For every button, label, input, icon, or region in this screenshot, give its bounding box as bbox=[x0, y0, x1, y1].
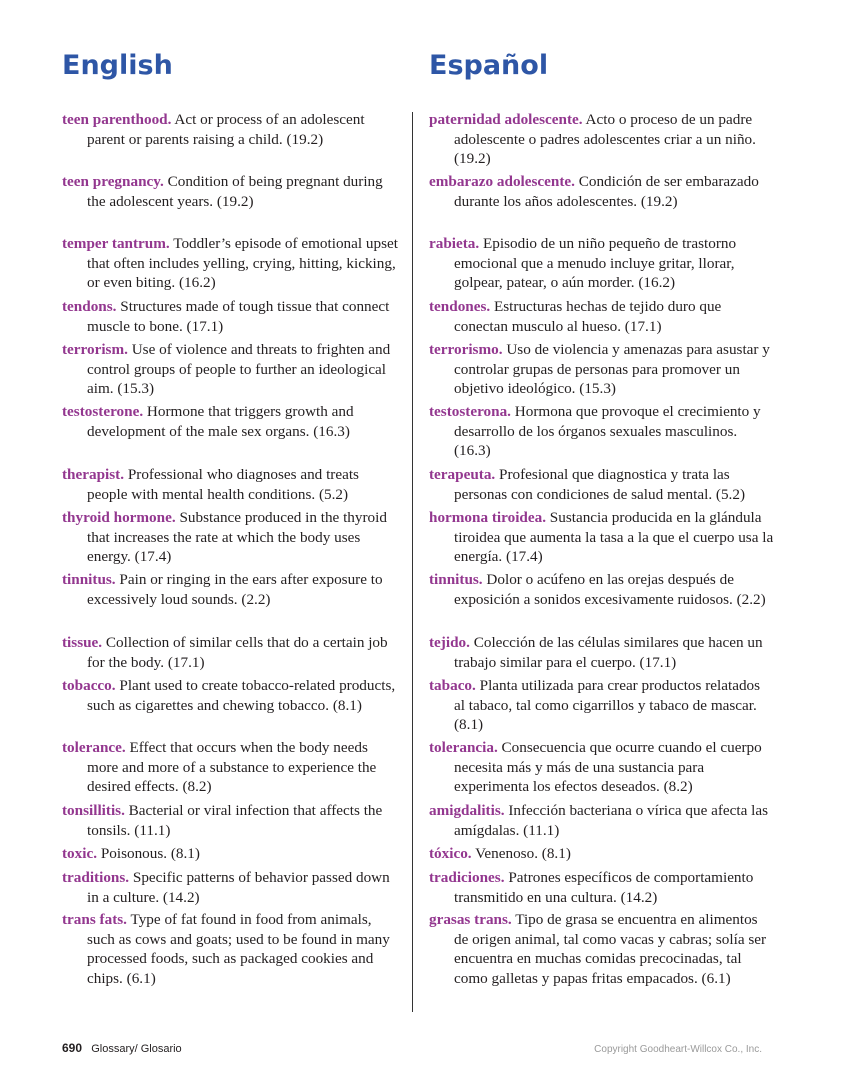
english-entry bbox=[62, 402, 402, 441]
english-entry bbox=[62, 340, 402, 399]
glossary-term: thyroid hormone. bbox=[62, 509, 176, 526]
spanish-entry bbox=[429, 465, 774, 504]
english-entry bbox=[62, 297, 402, 336]
glossary-definition: Tipo de grasa se encuentra en alimentos de origen animal, tal como vacas y cabras; solía ser encuentra en muchas comidas precocinadas, tal como galletas y papas fritas empacados. (6.1) bbox=[454, 911, 767, 987]
glossary-definition: Venenoso. (8.1) bbox=[475, 845, 571, 862]
spanish-entry bbox=[429, 868, 774, 907]
english-entry bbox=[62, 172, 402, 211]
glossary-definition: Plant used to create tobacco-related products, such as cigarettes and chewing tobacco. (8.1) bbox=[87, 677, 396, 714]
glossary-definition: Collection of similar cells that do a certain job for the body. (17.1) bbox=[87, 634, 388, 671]
english-entry bbox=[62, 110, 402, 149]
glossary-definition: Type of fat found in food from animals, such as cows and goats; used to be found in many processed foods, such as packaged cookies and chips. (6.1) bbox=[87, 911, 390, 987]
spanish-heading: Español bbox=[429, 50, 549, 81]
glossary-term: traditions. bbox=[62, 869, 130, 886]
spanish-entry bbox=[429, 676, 774, 735]
glossary-definition: Condición de ser embarazado durante los años adolescentes. (19.2) bbox=[454, 173, 759, 210]
glossary-term: terapeuta. bbox=[429, 466, 496, 483]
glossary-term: teen pregnancy. bbox=[62, 173, 164, 190]
english-entry bbox=[62, 676, 402, 715]
glossary-term: tradiciones. bbox=[429, 869, 505, 886]
glossary-term: tonsillitis. bbox=[62, 802, 125, 819]
glossary-term: rabieta. bbox=[429, 235, 480, 252]
glossary-term: terrorism. bbox=[62, 341, 128, 358]
glossary-term: testosterone. bbox=[62, 403, 144, 420]
spanish-entry bbox=[429, 633, 774, 672]
english-entry bbox=[62, 738, 402, 797]
glossary-definition: Hormona que provoque el crecimiento y desarrollo de los órganos sexuales masculinos. (16.3) bbox=[454, 403, 761, 459]
spanish-entry bbox=[429, 172, 774, 211]
glossary-term: therapist. bbox=[62, 466, 125, 483]
glossary-definition: Poisonous. (8.1) bbox=[100, 845, 200, 862]
glossary-definition: Professional who diagnoses and treats people with mental health conditions. (5.2) bbox=[87, 466, 359, 503]
spanish-entry bbox=[429, 110, 774, 169]
glossary-term: testosterona. bbox=[429, 403, 511, 420]
glossary-term: tóxico. bbox=[429, 845, 472, 862]
glossary-definition: Hormone that triggers growth and development of the male sex organs. (16.3) bbox=[87, 403, 354, 440]
glossary-definition: Uso de violencia y amenazas para asustar y controlar grupas de personas para promover un objetivo ideológico. (15.3) bbox=[454, 341, 770, 397]
english-entry bbox=[62, 844, 402, 864]
glossary-definition: Profesional que diagnostica y trata las personas con condiciones de salud mental. (5.2) bbox=[454, 466, 746, 503]
glossary-definition: Condition of being pregnant during the adolescent years. (19.2) bbox=[87, 173, 383, 210]
glossary-definition: Pain or ringing in the ears after exposure to excessively loud sounds. (2.2) bbox=[87, 571, 383, 608]
glossary-definition: Acto o proceso de un padre adolescente o padres adolescentes criar a un niño. (19.2) bbox=[454, 111, 756, 167]
glossary-term: paternidad adolescente. bbox=[429, 111, 583, 128]
spanish-entry bbox=[429, 340, 774, 399]
spanish-entry bbox=[429, 402, 774, 461]
english-entry bbox=[62, 508, 402, 567]
glossary-term: embarazo adolescente. bbox=[429, 173, 575, 190]
glossary-term: hormona tiroidea. bbox=[429, 509, 546, 526]
spanish-entry bbox=[429, 297, 774, 336]
english-entry bbox=[62, 868, 402, 907]
glossary-definition: Effect that occurs when the body needs more and more of a substance to experience the desired effects. (8.2) bbox=[87, 739, 377, 795]
glossary-definition: Infección bacteriana o vírica que afecta las amígdalas. (11.1) bbox=[454, 802, 769, 839]
glossary-definition: Episodio de un niño pequeño de trastorno emocional que a menudo incluye gritar, llorar, golpear, patear, o aún morder. (16.2) bbox=[454, 235, 737, 291]
glossary-term: tejido. bbox=[429, 634, 470, 651]
glossary-definition: Sustancia producida en la glándula tiroidea que aumenta la tasa a la que el cuerpo usa la energía. (17.4) bbox=[454, 509, 774, 565]
english-entry bbox=[62, 570, 402, 609]
glossary-term: tendons. bbox=[62, 298, 117, 315]
spanish-entry bbox=[429, 738, 774, 797]
english-entry bbox=[62, 633, 402, 672]
glossary-term: teen parenthood. bbox=[62, 111, 172, 128]
glossary-term: tissue. bbox=[62, 634, 103, 651]
column-divider bbox=[412, 112, 413, 1012]
english-entry bbox=[62, 910, 402, 988]
glossary-term: terrorismo. bbox=[429, 341, 503, 358]
english-entry bbox=[62, 465, 402, 504]
glossary-definition: Substance produced in the thyroid that increases the rate at which the body uses energy. (17.4) bbox=[87, 509, 387, 565]
glossary-term: temper tantrum. bbox=[62, 235, 170, 252]
glossary-definition: Act or process of an adolescent parent or parents raising a child. (19.2) bbox=[87, 111, 365, 148]
glossary-term: toxic. bbox=[62, 845, 98, 862]
english-entry bbox=[62, 801, 402, 840]
glossary-term: tinnitus. bbox=[429, 571, 483, 588]
glossary-definition: Structures made of tough tissue that connect muscle to bone. (17.1) bbox=[87, 298, 390, 335]
glossary-definition: Consecuencia que ocurre cuando el cuerpo necesita más y más de una sustancia para experimenta los efectos deseados. (8.2) bbox=[454, 739, 762, 795]
spanish-entry bbox=[429, 570, 774, 609]
glossary-term: trans fats. bbox=[62, 911, 127, 928]
glossary-definition: Estructuras hechas de tejido duro que conectan musculo al hueso. (17.1) bbox=[454, 298, 722, 335]
glossary-term: tendones. bbox=[429, 298, 491, 315]
spanish-entry bbox=[429, 910, 774, 988]
glossary-term: amigdalitis. bbox=[429, 802, 505, 819]
copyright: Copyright Goodheart-Willcox Co., Inc. bbox=[594, 1044, 762, 1055]
glossary-term: tabaco. bbox=[429, 677, 476, 694]
english-entry bbox=[62, 234, 402, 293]
glossary-definition: Specific patterns of behavior passed down in a culture. (14.2) bbox=[87, 869, 390, 906]
glossary-definition: Bacterial or viral infection that affects the tonsils. (11.1) bbox=[87, 802, 383, 839]
spanish-entry bbox=[429, 844, 774, 864]
glossary-definition: Toddler’s episode of emotional upset that often includes yelling, crying, hitting, kicking, or even biting. (16.2) bbox=[87, 235, 398, 291]
page-number: 690 bbox=[62, 1041, 83, 1055]
glossary-term: tinnitus. bbox=[62, 571, 116, 588]
glossary-term: tolerance. bbox=[62, 739, 126, 756]
english-heading: English bbox=[62, 50, 173, 81]
glossary-definition: Patrones específicos de comportamiento transmitido en una cultura. (14.2) bbox=[454, 869, 754, 906]
glossary-term: grasas trans. bbox=[429, 911, 512, 928]
page-footer-left bbox=[62, 1041, 182, 1055]
spanish-entry bbox=[429, 508, 774, 567]
spanish-entry bbox=[429, 801, 774, 840]
glossary-definition: Use of violence and threats to frighten and control groups of people to further an ideological aim. (15.3) bbox=[87, 341, 391, 397]
section-label: Glossary/ Glosario bbox=[91, 1043, 182, 1055]
glossary-definition: Dolor o acúfeno en las orejas después de exposición a sonidos excesivamente ruidosos. (2.2) bbox=[454, 571, 766, 608]
glossary-term: tobacco. bbox=[62, 677, 116, 694]
glossary-definition: Colección de las células similares que hacen un trabajo similar para el cuerpo. (17.1) bbox=[454, 634, 763, 671]
glossary-definition: Planta utilizada para crear productos relatados al tabaco, tal como cigarrillos y tabaco de mascar. (8.1) bbox=[454, 677, 761, 733]
spanish-entry bbox=[429, 234, 774, 293]
glossary-term: tolerancia. bbox=[429, 739, 498, 756]
